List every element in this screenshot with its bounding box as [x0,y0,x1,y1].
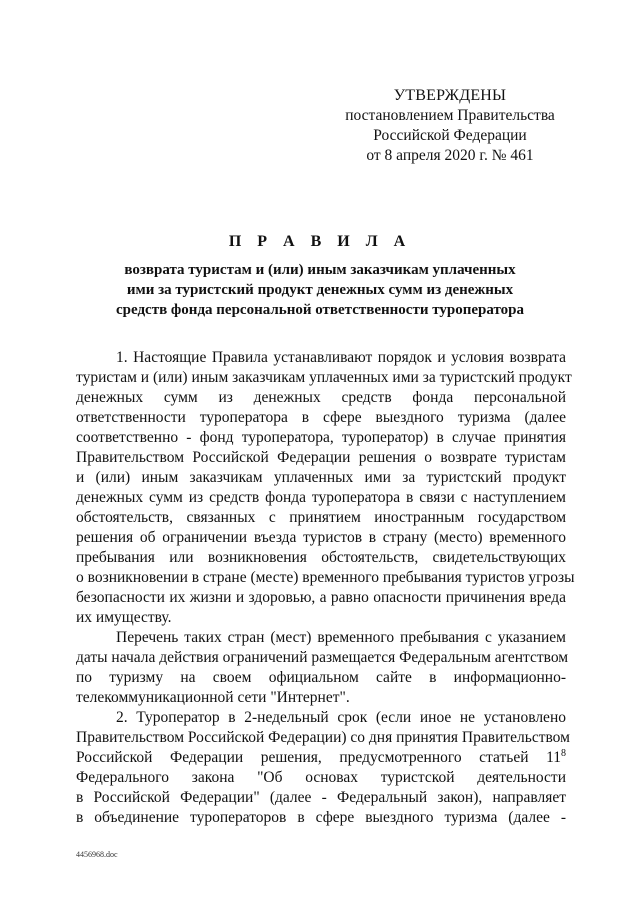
body-line: и (или) иным заказчикам уплаченных ими за туристский продукт [76,469,566,486]
body-line: их имуществу. [76,609,172,626]
body-line: 2. Туроператор в 2-недельный срок (если иное не установлено [116,709,566,726]
body-line: телекоммуникационной сети "Интернет". [76,689,350,706]
body-line: туристам и (или) иным заказчикам уплаченных ими за туристский продукт [76,369,572,386]
document-code: 4456968.doc [76,850,118,859]
body-line: Федерального закона "Об основах туристской деятельности [76,769,566,786]
body-line: безопасности их жизни и здоровью, а равно опасности причинения вреда [76,589,566,606]
body-line: в Российской Федерации" (далее - Федеральный закон), направляет [76,789,566,806]
approval-block [330,86,570,166]
document-subtitle-line: средств фонда персональной ответственности туроператора [116,302,524,318]
body-line: обстоятельств, связанных с принятием иностранным государством [76,509,566,526]
body-line: о возникновении в стране (месте) временного пребывания туристов угрозы [76,569,575,586]
document-subtitle-line: ими за туристский продукт денежных сумм из денежных [126,282,514,298]
body-line-with-superscript [76,748,566,768]
body-line: 1. Настоящие Правила устанавливают порядок и условия возврата [116,349,566,366]
body-line: решения об ограничении въезда туристов в страну (место) временного [76,529,566,546]
body-line: денежных сумм из денежных средств фонда персональной [76,389,566,406]
approval-date: от 8 апреля 2020 г. № 461 [366,147,534,164]
title-block [70,232,570,320]
body-line: Правительством Российской Федерации) со дня принятия Правительством [76,729,570,746]
document-body [76,348,575,828]
approval-line: Российской Федерации [373,127,527,144]
body-line: денежных сумм из средств фонда туроператора в связи с наступлением [76,489,566,506]
document-subtitle-line: возврата туристам и (или) иным заказчикам уплаченных [124,262,516,278]
document-title: П Р А В И Л А [228,233,412,250]
body-line-text: Российской Федерации решения, предусмотренного статьей 11 [76,749,561,766]
body-line: в объединение туроператоров в сфере выездного туризма (далее - [76,809,566,826]
body-line: даты начала действия ограничений размещается Федеральным агентством [76,649,569,666]
body-line: соответственно - фонд туроператора, туроператор) в случае принятия [76,429,566,446]
body-line: ответственности туроператора в сфере выездного туризма (далее [76,409,566,426]
body-line: Правительством Российской Федерации решения о возврате туристам [76,449,566,466]
article-superscript: 8 [561,748,566,759]
body-line: пребывания или возникновения обстоятельств, свидетельствующих [76,549,566,566]
approval-heading: УТВЕРЖДЕНЫ [393,87,507,104]
body-line: Перечень таких стран (мест) временного пребывания с указанием [116,629,566,646]
body-line: по туризму на своем официальном сайте в информационно- [76,669,566,686]
approval-line: постановлением Правительства [345,107,555,124]
